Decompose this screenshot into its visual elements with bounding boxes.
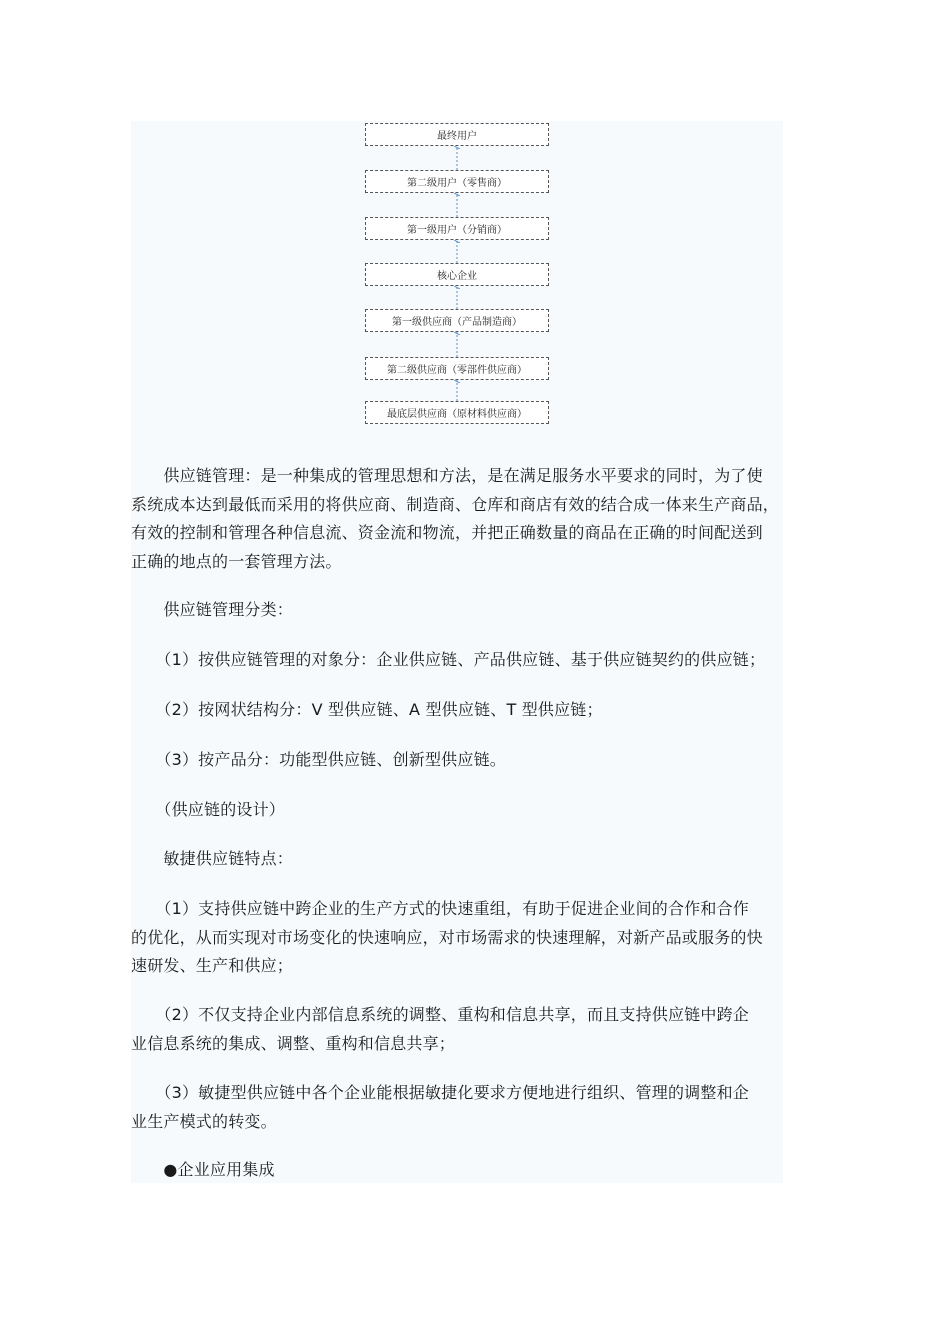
flow-box-second-tier-customer: 第二级用户（零售商） (365, 170, 549, 193)
paragraph-classification-1 (131, 646, 783, 675)
text-line: ●企业应用集成 (131, 1160, 275, 1179)
paragraph-classification-3 (131, 746, 783, 775)
flow-box-first-tier-customer: 第一级用户（分销商） (365, 217, 549, 240)
text-line: （3）敏捷型供应链中各个企业能根据敏捷化要求方便地进行组织、管理的调整和企 (131, 1083, 749, 1102)
paragraph-enterprise-application-integration (131, 1156, 783, 1185)
text-line: （1）支持供应链中跨企业的生产方式的快速重组，有助于促进企业间的合作和合作 (131, 899, 749, 918)
text-line: （3）按产品分：功能型供应链、创新型供应链。 (131, 750, 506, 769)
flow-box-second-tier-supplier: 第二级供应商（零部件供应商） (365, 357, 549, 380)
text-line: （2）不仅支持企业内部信息系统的调整、重构和信息共享，而且支持供应链中跨企 (131, 1005, 749, 1024)
text-line: 有效的控制和管理各种信息流、资金流和物流，并把正确数量的商品在正确的时间配送到 (131, 523, 763, 542)
text-line: 系统成本达到最低而采用的将供应商、制造商、仓库和商店有效的结合成一体来生产商品， (131, 494, 780, 514)
paragraph-agile-feature-2 (131, 1001, 783, 1058)
text-line: （2）按网状结构分：V 型供应链、A 型供应链、T 型供应链； (131, 700, 603, 719)
paragraph-agile-feature-3 (131, 1079, 783, 1136)
text-line: 速研发、生产和供应； (131, 956, 294, 975)
paragraph-agile-feature-1 (131, 895, 783, 981)
text-line: （1）按供应链管理的对象分：企业供应链、产品供应链、基于供应链契约的供应链； (131, 650, 766, 669)
text-line: 的优化，从而实现对市场变化的快速响应，对市场需求的快速理解，对新产品或服务的快 (131, 927, 763, 947)
text-line: 正确的地点的一套管理方法。 (131, 551, 342, 571)
supply-chain-flow-diagram (131, 121, 783, 431)
flow-box-raw-material-supplier: 最底层供应商（原材料供应商） (365, 401, 549, 424)
text-line: （供应链的设计） (131, 800, 286, 819)
text-line: 业信息系统的集成、调整、重构和信息共享； (131, 1033, 456, 1053)
paragraph-supply-chain-design (131, 796, 783, 825)
text-line: 敏捷供应链特点： (131, 849, 294, 868)
text-line: 供应链管理：是一种集成的管理思想和方法，是在满足服务水平要求的同时，为了使 (131, 466, 763, 485)
paragraph-classification-2 (131, 696, 783, 725)
text-line: 供应链管理分类： (131, 600, 294, 619)
text-line: 业生产模式的转变。 (131, 1111, 277, 1131)
paragraph-agile-features-heading (131, 845, 783, 874)
flow-box-end-user: 最终用户 (365, 123, 549, 146)
flow-box-first-tier-supplier: 第一级供应商（产品制造商） (365, 309, 549, 332)
paragraph-scm-classification-heading (131, 596, 783, 625)
paragraph-scm-definition (131, 462, 783, 576)
flow-box-core-enterprise: 核心企业 (365, 263, 549, 286)
document-content-panel (131, 121, 783, 1183)
